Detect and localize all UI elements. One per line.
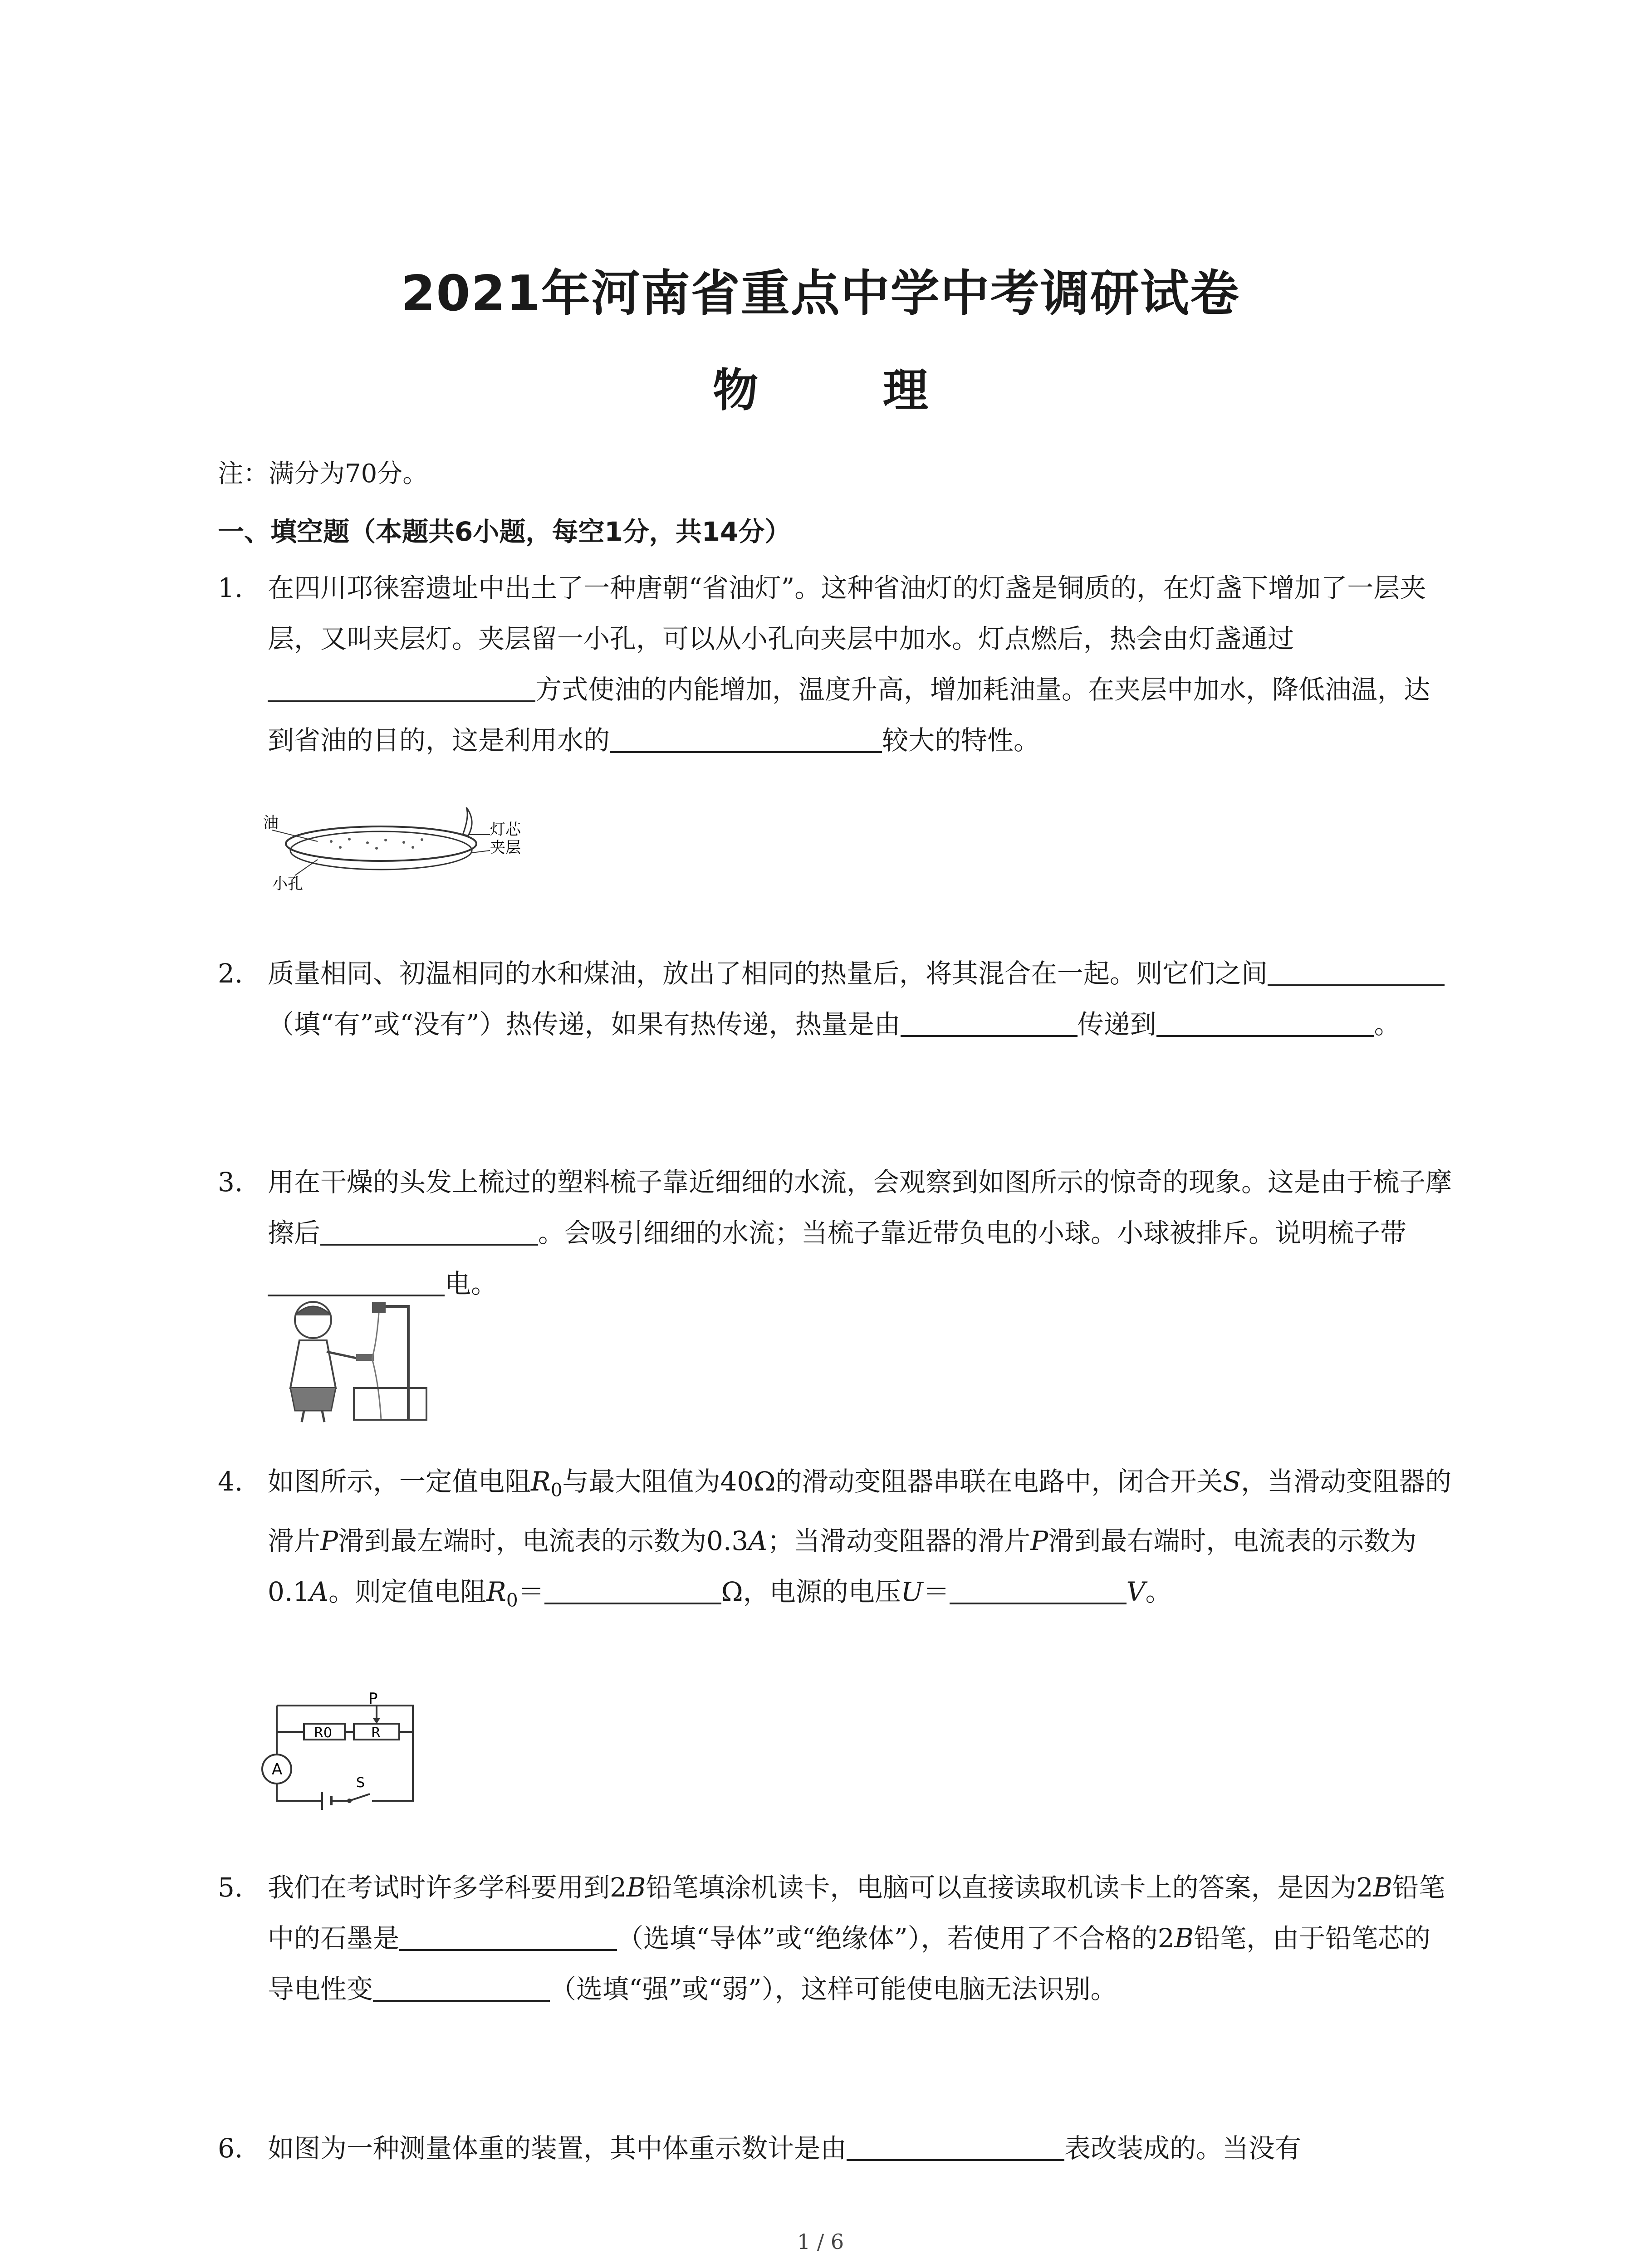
label-switch: S (356, 1775, 365, 1791)
var-u: U (901, 1576, 923, 1607)
text: 滑到最右端时，电流表的示数为0.1 (268, 1525, 1417, 1607)
answer-blank[interactable] (1156, 1008, 1374, 1037)
answer-blank[interactable] (268, 1267, 445, 1296)
text: ＝ (518, 1576, 544, 1607)
answer-blank[interactable] (901, 1008, 1078, 1037)
var-p: P (320, 1525, 338, 1556)
question-3 (218, 1157, 1452, 1309)
text: 较大的特性。 (882, 725, 1040, 756)
question-text (268, 1157, 1452, 1309)
label-oil: 油 (263, 814, 279, 832)
text: （选填“导体”或“绝缘体”），若使用了不合格的2 (617, 1923, 1175, 1954)
question-6 (218, 2123, 1452, 2174)
circuit-figure (263, 1692, 426, 1810)
text: 铅笔，由于铅笔芯的导电性变 (268, 1923, 1431, 2004)
question-1 (218, 562, 1452, 766)
question-number: 2. (218, 958, 243, 989)
oil-lamp-figure (263, 807, 521, 898)
var-b: B (1174, 1923, 1194, 1954)
answer-blank[interactable] (950, 1575, 1127, 1604)
exam-title: 2021年河南省重点中学中考调研试卷 (401, 265, 1240, 322)
text: ＝ (923, 1576, 950, 1607)
var-a: A (748, 1525, 768, 1556)
text: 如图为一种测量体重的装置，其中体重示数计是由 (268, 2133, 847, 2164)
text: 表改装成的。当没有 (1064, 2133, 1302, 2164)
question-text (268, 948, 1452, 1050)
page-number: 1 / 6 (797, 2229, 844, 2254)
var-p: P (1030, 1525, 1048, 1556)
text: 在四川邛徕窑遗址中出土了一种唐朝“省油灯”。这种省油灯的灯盏是铜质的，在灯盏下增加了一层夹层，又叫夹层灯。夹层留一小孔，可以从小孔向夹层中加水。灯点燃后，热会由灯盏通过 (268, 572, 1426, 654)
section-heading: 一、填空题（本题共6小题，每空1分，共14分） (218, 516, 791, 547)
text: 与最大阻值为40Ω的滑动变阻器串联在电路中，闭合开关 (562, 1466, 1223, 1497)
question-number: 3. (218, 1167, 243, 1198)
question-4 (218, 1456, 1452, 1625)
var-b: B (1373, 1872, 1393, 1903)
text: 。 (1145, 1576, 1172, 1607)
text: 。会吸引细细的水流；当梳子靠近带负电的小球。小球被排斥。说明梳子带 (538, 1217, 1407, 1248)
text: 滑到最左端时，电流表的示数为0.3 (338, 1525, 749, 1556)
text: 铅笔中的石墨是 (268, 1872, 1445, 1954)
score-note: 注：满分为70分。 (218, 459, 428, 489)
question-text (268, 2123, 1452, 2174)
text: （选填“强”或“弱”），这样可能使电脑无法识别。 (550, 1974, 1117, 2004)
answer-blank[interactable] (268, 673, 535, 702)
label-wick: 灯芯 (490, 821, 521, 839)
question-number: 6. (218, 2133, 243, 2164)
question-number: 1. (218, 572, 243, 603)
label-layer: 夹层 (490, 839, 521, 857)
text: 铅笔填涂机读卡，电脑可以直接读取机读卡上的答案，是因为2 (646, 1872, 1373, 1903)
exam-subject: 物 理 (713, 364, 983, 417)
text: 质量相同、初温相同的水和煤油，放出了相同的热量后，将其混合在一起。则它们之间 (268, 958, 1268, 989)
answer-blank[interactable] (544, 1575, 721, 1604)
question-text (268, 1456, 1452, 1625)
answer-blank[interactable] (320, 1217, 538, 1246)
text: 。则定值电阻 (328, 1576, 487, 1607)
label-r0: R0 (314, 1725, 332, 1741)
label-ammeter: A (272, 1760, 283, 1779)
question-text (268, 1862, 1452, 2014)
answer-blank[interactable] (1268, 957, 1445, 986)
text: 我们在考试时许多学科要用到2 (268, 1872, 627, 1903)
question-number: 4. (218, 1466, 243, 1497)
question-2 (218, 948, 1452, 1050)
text: 电。 (445, 1268, 498, 1299)
answer-blank[interactable] (847, 2132, 1064, 2161)
question-text (268, 562, 1452, 766)
question-5 (218, 1862, 1452, 2014)
answer-blank[interactable] (399, 1922, 617, 1951)
text: 用在干燥的头发上梳过的塑料梳子靠近细细的水流，会观察到如图所示的惊奇的现象。这是由于梳子摩擦后 (268, 1167, 1452, 1248)
var-a: A (309, 1576, 329, 1607)
text: ，当滑动变阻器的滑片 (268, 1466, 1452, 1556)
answer-blank[interactable] (373, 1973, 550, 2002)
text: Ω，电源的电压 (721, 1576, 901, 1607)
text: 如图所示，一定值电阻 (268, 1466, 531, 1497)
text: 。 (1374, 1009, 1401, 1040)
text: ；当滑动变阻器的滑片 (767, 1525, 1031, 1556)
sub-0: 0 (506, 1589, 518, 1611)
var-r: R (531, 1466, 551, 1497)
label-p: P (368, 1690, 378, 1708)
sub-0: 0 (550, 1479, 563, 1501)
question-number: 5. (218, 1872, 243, 1903)
text: 方式使油的内能增加，温度升高，增加耗油量。在夹层中加水，降低油温，达到省油的目的，这是利用水的 (268, 674, 1430, 756)
var-v: V (1126, 1576, 1146, 1607)
text: （填“有”或“没有”）热传递，如果有热传递，热量是由 (268, 1009, 901, 1040)
text: 传递到 (1077, 1009, 1156, 1040)
var-b: B (626, 1872, 646, 1903)
comb-water-figure (263, 1297, 436, 1424)
label-r: R (371, 1725, 381, 1741)
var-s: S (1223, 1466, 1241, 1497)
label-hole: 小孔 (272, 875, 303, 893)
var-r: R (486, 1576, 506, 1607)
answer-blank[interactable] (610, 724, 882, 753)
